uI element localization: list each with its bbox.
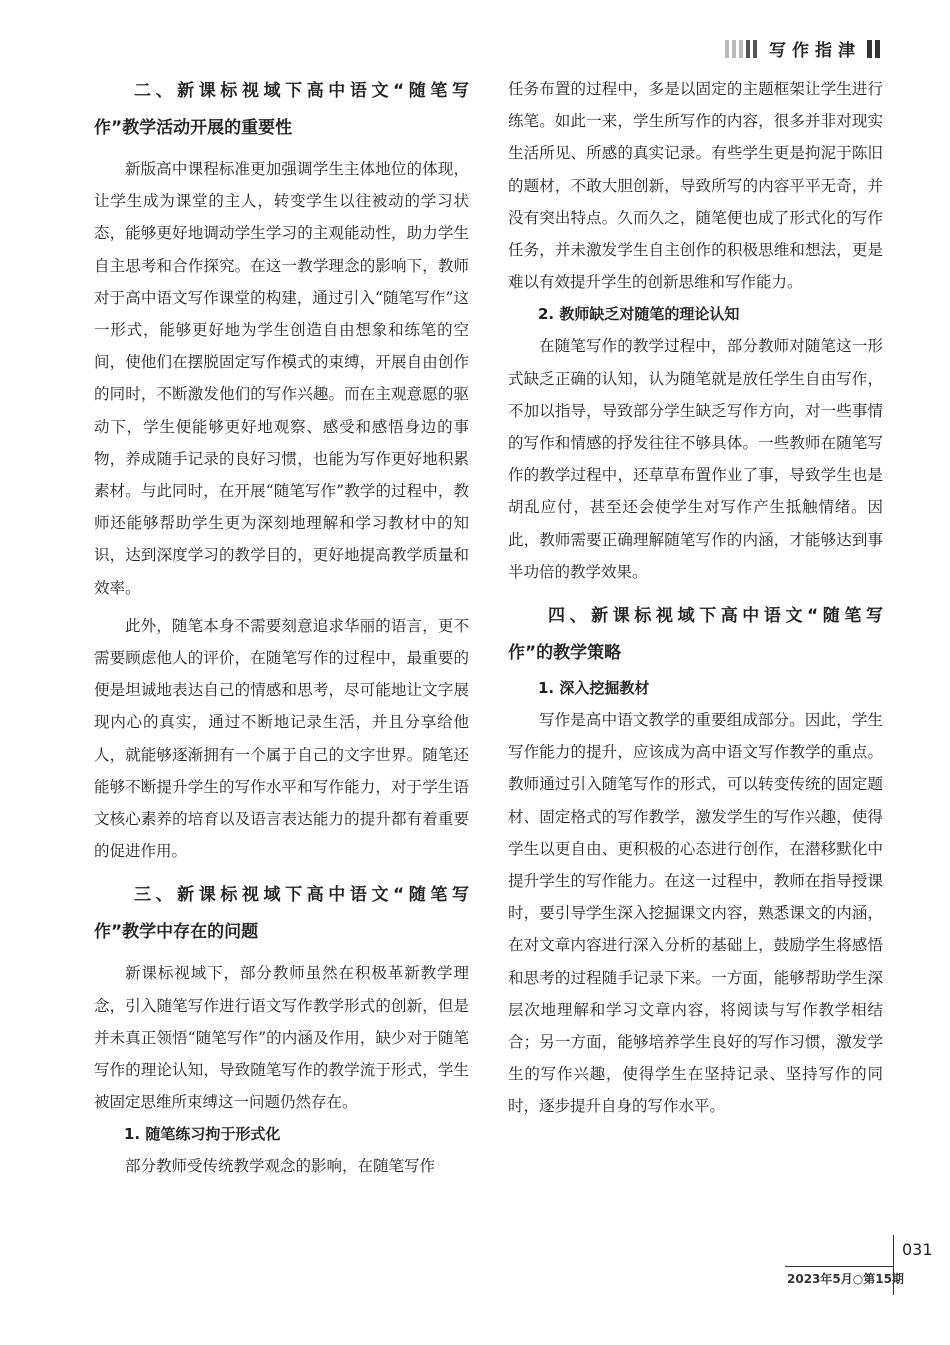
heading-line: 作”的教学策略 [508,643,622,664]
footer-divider-horizontal [785,1266,893,1267]
page-header [725,36,880,61]
subheading: 1. 深入挖掘教材 [538,679,650,698]
paragraph: 部分教师受传统教学观念的影响，在随笔写作 [125,1157,436,1176]
heading-line: 三、新课标视域下高中语文“随笔写 [134,885,469,906]
section-heading-3 [94,877,469,951]
section-heading-2 [94,73,469,147]
subheading: 2. 教师缺乏对随笔的理论认知 [538,305,740,324]
heading-line: 作”教学中存在的问题 [94,922,259,943]
subheading: 1. 随笔练习拘于形式化 [124,1125,281,1144]
heading-line: 二、新课标视域下高中语文“随笔写 [134,81,469,101]
heading-line: 作”教学活动开展的重要性 [94,118,293,138]
issue-info: 2023年5月○第15期 [787,1272,904,1286]
paragraph: 此外，随笔本身不需要刻意追求华丽的语言，更不需要顾虑他人的评价，在随笔写作的过程中，最重要的便是坦诚地表达自己的情感和思考，尽可能地让文字展现内心的真实，通过不断地记录生活，并且分享给他人，就能够逐渐拥有一个属于自己的文字世界。随笔还能够不断提升学生的写作水平和写作能力，对于学生语文核心素养的培育以及语言表达能力的提升都有着重要的促进作用。 [94,616,469,861]
paragraph: 写作是高中语文教学的重要组成部分。因此，学生写作能力的提升，应该成为高中语文写作教学的重点。教师通过引入随笔写作的形式，可以转变传统的固定题材、固定格式的写作教学，激发学生的写作兴趣，使得学生以更自由、更积极的心态进行创作，在潜移默化中提升学生的写作能力。在这一过程中，教师在指导授课时，要引导学生深入挖掘课文内容，熟悉课文的内涵，在对文章内容进行深入分析的基础上，鼓励学生将感悟和思考的过程随手记录下来。一方面，能够帮助学生深层次地理解和学习文章内容，将阅读与写作教学相结合；另一方面，能够培养学生良好的写作习惯，激发学生的写作兴趣，使得学生在坚持记录、坚持写作的同时，逐步提升自身的写作水平。 [508,711,883,1116]
paragraph: 新版高中课程标准更加强调学生主体地位的体现，让学生成为课堂的主人，转变学生以往被动的学习状态，能够更好地调动学生学习的主观能动性，助力学生自主思考和合作探究。在这一教学理念的影响下，教师对于高中语文写作课堂的构建，通过引入“随笔写作”这一形式，能够更好地为学生创造自由想象和练笔的空间，使他们在摆脱固定写作模式的束缚，开展自由创作的同时，不断激发他们的写作兴趣。而在主观意愿的驱动下，学生便能够更好地观察、感受和感悟身边的事物，养成随手记录的良好习惯，也能为写作更好地积累素材。与此同时，在开展“随笔写作”教学的过程中，教师还能够帮助学生更为深刻地理解和学习教材中的知识，达到深度学习的教学目的，更好地提高教学质量和效率。 [94,160,469,597]
paragraph: 任务布置的过程中，多是以固定的主题框架让学生进行练笔。如此一来，学生所写作的内容，很多并非对现实生活所见、所感的真实记录。有些学生更是拘泥于陈旧的题材，不敢大胆创新，导致所写的内容平平无奇，并没有突出特点。久而久之，随笔便也成了形式化的写作任务，并未激发学生自主创作的积极思维和想法，更是难以有效提升学生的创新思维和写作能力。 [508,80,883,292]
page-number: 031 [902,1240,933,1259]
right-column [508,73,883,1123]
header-decoration-bars-right [867,40,880,58]
paragraph: 新课标视域下，部分教师虽然在积极革新教学理念，引入随笔写作进行语文写作教学形式的创新，但是并未真正领悟“随笔写作”的内涵及作用，缺少对于随笔写作的理论认知，导致随笔写作的教学流于形式，学生被固定思维所束缚这一问题仍然存在。 [94,964,469,1112]
left-column [94,73,469,1183]
header-decoration-bars [725,40,757,58]
section-heading-4 [508,598,883,672]
section-title: 写作指津 [769,41,861,61]
paragraph: 在随笔写作的教学过程中，部分教师对随笔这一形式缺乏正确的认知，认为随笔就是放任学生自由写作，不加以指导，导致部分学生缺乏写作方向，对一些事情的写作和情感的抒发往往不够具体。一些教师在随笔写作的教学过程中，还草草布置作业了事，导致学生也是胡乱应付，甚至还会使学生对写作产生抵触情绪。因此，教师需要正确理解随笔写作的内涵，才能够达到事半功倍的教学效果。 [508,337,883,581]
heading-line: 四、新课标视域下高中语文“随笔写 [548,606,883,627]
